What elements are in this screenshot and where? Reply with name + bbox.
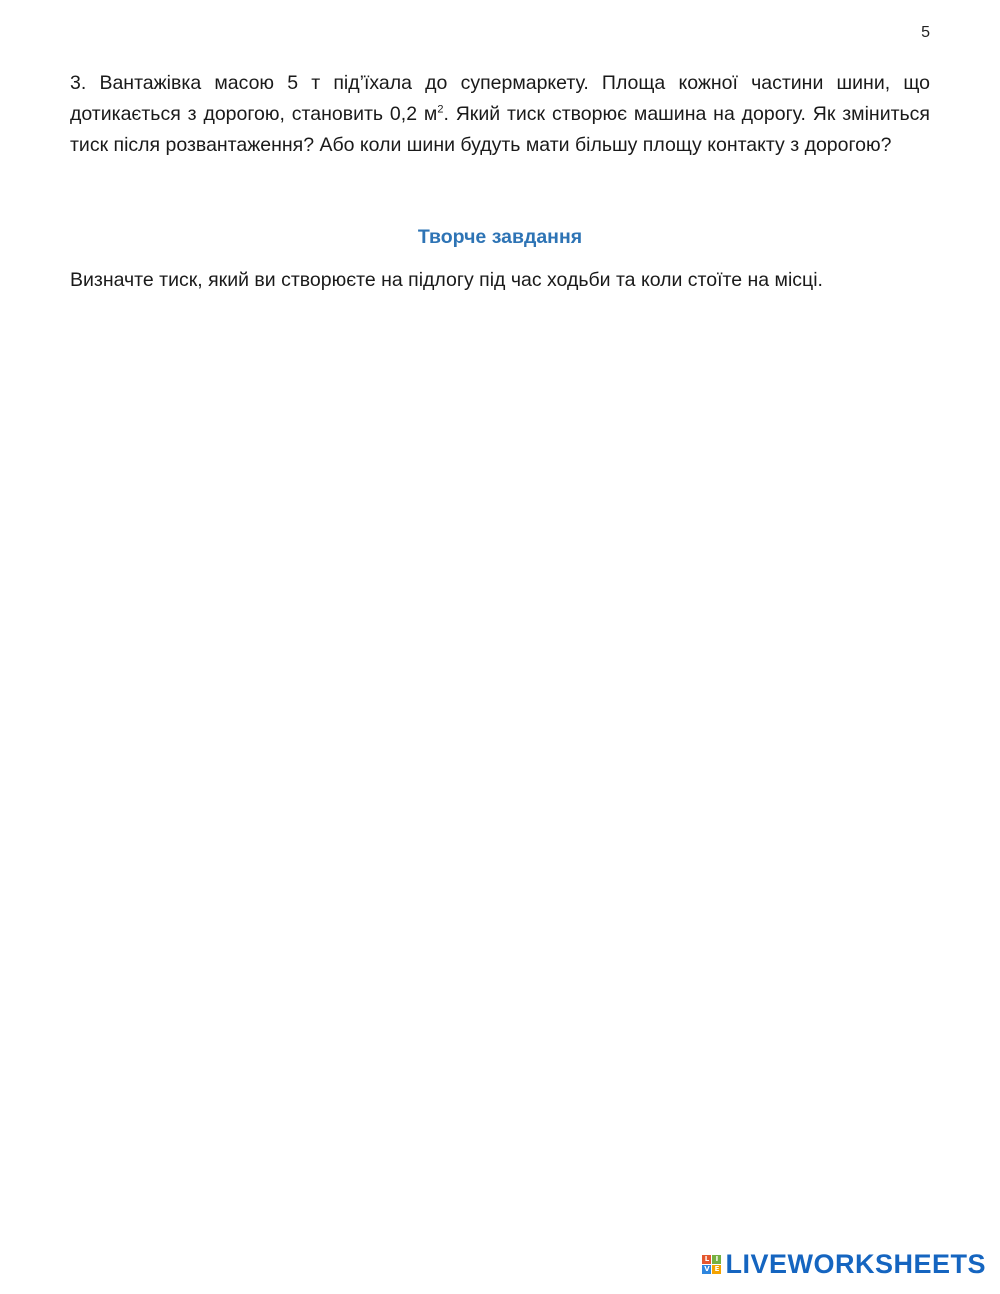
task-3-text-part2: . Який тиск створює машина на дорогу. Як зміниться тиск після розвантаження? Або коли шини будуть мати більшу площу контакту з дорогою? [70, 103, 930, 156]
logo-letter-e: E [712, 1265, 721, 1274]
liveworksheets-logo-icon [702, 1255, 721, 1274]
creative-task-text: Визначте тиск, який ви створюєте на підлогу під час ходьби та коли стоїте на місці. [70, 269, 823, 291]
page-content [70, 68, 930, 296]
task-3-text-part1: 3. Вантажівка масою 5 т під’їхала до супермаркету. Площа кожної частини шини, що дотикається з дорогою, становить 0,2 м [70, 72, 930, 125]
logo-letter-i: I [712, 1255, 721, 1264]
logo-letter-l: L [702, 1255, 711, 1264]
page-number: 5 [921, 24, 930, 41]
liveworksheets-logo-text: LIVEWORKSHEETS [725, 1249, 986, 1279]
task-3-text [70, 68, 930, 161]
logo-letter-v: V [704, 1265, 710, 1273]
superscript-2: 2 [437, 103, 444, 116]
creative-task-title: Творче завдання [417, 226, 583, 248]
liveworksheets-logo [702, 1249, 986, 1280]
